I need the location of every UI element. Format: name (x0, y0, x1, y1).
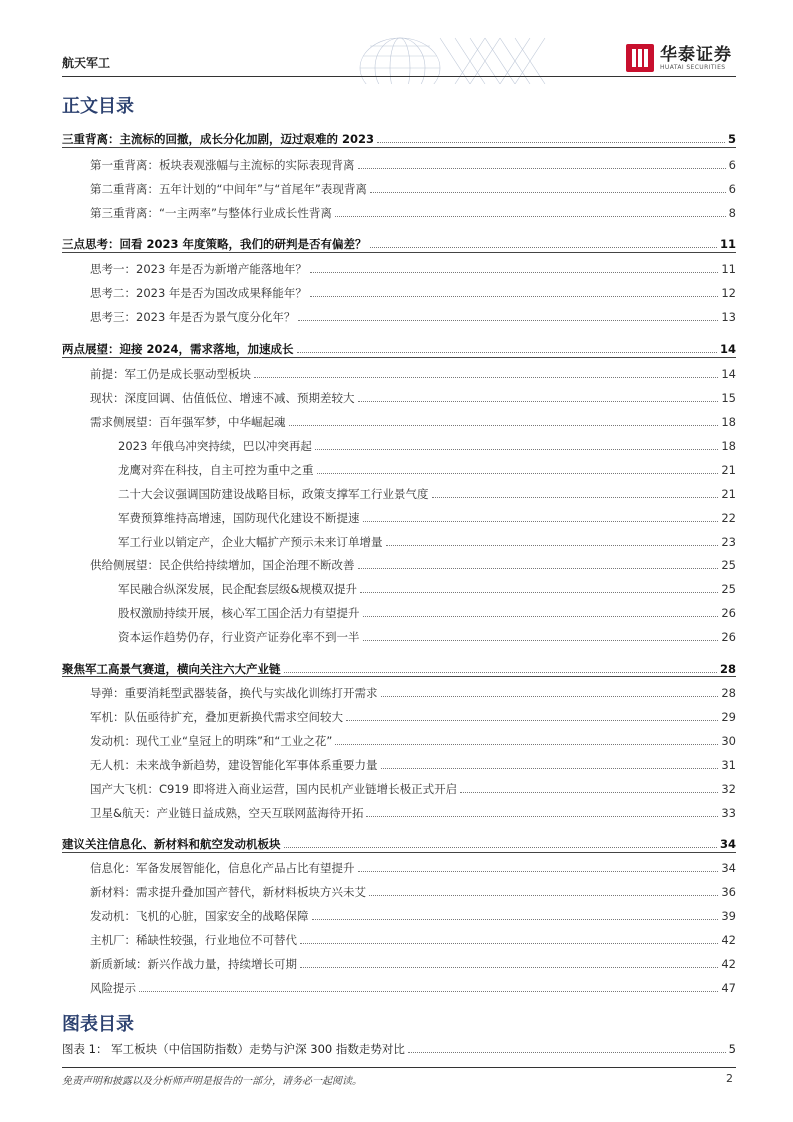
toc-entry-level2[interactable] (90, 709, 736, 725)
header-sector-label: 航天军工 (62, 56, 111, 70)
toc-leader-dots (297, 352, 717, 353)
toc-page-number: 8 (728, 206, 736, 220)
toc-entry-level2[interactable] (90, 414, 736, 430)
toc-entry-text: 军工行业以销定产，企业大幅扩产预示未来订单增量 (118, 535, 383, 549)
toc-entry-text: 供给侧展望：民企供给持续增加，国企治理不断改善 (90, 558, 355, 572)
toc-entry-level3[interactable] (118, 581, 736, 597)
toc-leader-dots (317, 473, 719, 474)
toc-leader-dots (358, 401, 719, 402)
toc-entry-level1[interactable] (62, 236, 736, 252)
toc-leader-dots (335, 216, 726, 217)
toc-page-number: 25 (721, 582, 736, 596)
huatai-logo (626, 44, 732, 72)
toc-leader-dots (312, 919, 719, 920)
toc-leader-dots (335, 744, 718, 745)
footer-disclaimer: 免责声明和披露以及分析师声明是报告的一部分，请务必一起阅读。 (62, 1076, 362, 1087)
toc-leader-dots (363, 616, 719, 617)
toc-page-number: 6 (728, 182, 736, 196)
toc-entry-level3[interactable] (118, 605, 736, 621)
toc-page-number: 26 (721, 606, 736, 620)
toc-entry-text: 新材料：需求提升叠加国产替代，新材料板块方兴未艾 (90, 885, 366, 899)
figure-page-number: 5 (728, 1042, 736, 1056)
toc-page-number: 21 (721, 487, 736, 501)
toc-page-number: 42 (721, 957, 736, 971)
toc-page-number: 21 (721, 463, 736, 477)
huatai-logo-icon (626, 44, 654, 72)
toc-entry-text: 国产大飞机：C919 即将进入商业运营，国内民机产业链增长极正式开启 (90, 782, 458, 796)
toc-entry-text: 现状：深度回调、估值低位、增速不减、预期差较大 (90, 391, 355, 405)
toc-entry-level2[interactable] (90, 205, 736, 221)
toc-entry-level3[interactable] (118, 510, 736, 526)
toc-entry-level2[interactable] (90, 390, 736, 406)
section-divider (62, 357, 736, 358)
toc-entry-text: 军机：队伍亟待扩充，叠加更新换代需求空间较大 (90, 710, 343, 724)
section-divider (62, 147, 736, 148)
toc-entry-level3[interactable] (118, 486, 736, 502)
toc-entry-text: 导弹：重要消耗型武器装备，换代与实战化训练打开需求 (90, 686, 378, 700)
toc-page-number: 23 (721, 535, 736, 549)
logo-english-name: HUATAI SECURITIES (660, 63, 726, 71)
toc-entry-level2[interactable] (90, 908, 736, 924)
toc-title: 正文目录 (62, 96, 134, 117)
toc-leader-dots (139, 991, 718, 992)
toc-entry-text: 卫星&航天：产业链日益成熟，空天互联网蓝海待开拓 (90, 806, 364, 820)
toc-leader-dots (363, 640, 719, 641)
toc-page-number: 36 (721, 885, 736, 899)
toc-entry-text: 2023 年俄乌冲突持续，巴以冲突再起 (118, 439, 312, 453)
toc-entry-level2[interactable] (90, 557, 736, 573)
section-divider (62, 852, 736, 853)
toc-entry-text: 前提：军工仍是成长驱动型板块 (90, 367, 251, 381)
toc-page-number: 6 (728, 158, 736, 172)
toc-leader-dots (358, 871, 719, 872)
logo-chinese-name: 华泰证券 (660, 44, 732, 65)
toc-page-number: 13 (721, 310, 736, 324)
toc-leader-dots (310, 272, 718, 273)
toc-leader-dots (298, 320, 718, 321)
figure-entry[interactable] (62, 1041, 736, 1057)
toc-entry-level3[interactable] (118, 629, 736, 645)
toc-entry-level2[interactable] (90, 733, 736, 749)
toc-entry-text: 军费预算维持高增速，国防现代化建设不断提速 (118, 511, 360, 525)
toc-entry-level2[interactable] (90, 884, 736, 900)
toc-leader-dots (363, 521, 719, 522)
toc-entry-text: 第一重背离：板块表观涨幅与主流标的实际表现背离 (90, 158, 355, 172)
toc-leader-dots (358, 168, 726, 169)
toc-entry-level3[interactable] (118, 534, 736, 550)
toc-entry-level1[interactable] (62, 836, 736, 852)
toc-leader-dots (284, 672, 717, 673)
toc-page-number: 34 (719, 837, 736, 851)
toc-entry-text: 发动机：现代工业“皇冠上的明珠”和“工业之花” (90, 734, 333, 748)
toc-page-number: 26 (721, 630, 736, 644)
toc-entry-level2[interactable] (90, 285, 736, 301)
toc-leader-dots (369, 895, 718, 896)
figure-leader-dots (408, 1052, 726, 1053)
toc-page-number: 31 (721, 758, 736, 772)
toc-page-number: 5 (727, 132, 736, 146)
toc-page-number: 11 (719, 237, 736, 251)
toc-page-number: 14 (719, 342, 736, 356)
toc-entry-text: 建议关注信息化、新材料和航空发动机板块 (62, 837, 281, 851)
toc-leader-dots (432, 497, 719, 498)
toc-page-number: 33 (721, 806, 736, 820)
toc-entry-text: 需求侧展望：百年强军梦，中华崛起魂 (90, 415, 286, 429)
toc-entry-text: 资本运作趋势仍存，行业资产证券化率不到一半 (118, 630, 360, 644)
toc-leader-dots (381, 696, 719, 697)
toc-entry-text: 信息化：军备发展智能化，信息化产品占比有望提升 (90, 861, 355, 875)
toc-leader-dots (315, 449, 718, 450)
toc-entry-text: 两点展望：迎接 2024，需求落地，加速成长 (62, 342, 294, 356)
toc-entry-text: 三重背离：主流标的回撤，成长分化加剧，迈过艰难的 2023 (62, 132, 375, 146)
toc-page-number: 42 (721, 933, 736, 947)
toc-entry-text: 风险提示 (90, 981, 136, 995)
page-number: 2 (726, 1072, 733, 1085)
toc-page-number: 22 (721, 511, 736, 525)
toc-page-number: 32 (721, 782, 736, 796)
figure-list-title: 图表目录 (62, 1014, 134, 1035)
toc-entry-text: 无人机：未来战争新趋势，建设智能化军事体系重要力量 (90, 758, 378, 772)
toc-page-number: 47 (721, 981, 736, 995)
header-divider (62, 76, 736, 77)
toc-entry-text: 思考二：2023 年是否为国改成果释能年？ (90, 286, 307, 300)
toc-leader-dots (284, 847, 717, 848)
toc-entry-level2[interactable] (90, 309, 736, 325)
toc-entry-level2[interactable] (90, 860, 736, 876)
toc-leader-dots (370, 247, 717, 248)
toc-entry-level1[interactable] (62, 661, 736, 677)
toc-leader-dots (366, 816, 718, 817)
section-divider (62, 252, 736, 253)
toc-page-number: 18 (721, 439, 736, 453)
toc-page-number: 28 (721, 686, 736, 700)
toc-leader-dots (289, 425, 719, 426)
toc-entry-level2[interactable] (90, 980, 736, 996)
toc-page-number: 11 (721, 262, 736, 276)
toc-entry-level2[interactable] (90, 181, 736, 197)
toc-entry-level3[interactable] (118, 438, 736, 454)
toc-entry-text: 思考三：2023 年是否为景气度分化年？ (90, 310, 296, 324)
toc-entry-text: 新质新域：新兴作战力量，持续增长可期 (90, 957, 297, 971)
toc-entry-text: 三点思考：回看 2023 年度策略，我们的研判是否有偏差？ (62, 237, 367, 251)
toc-entry-text: 发动机：飞机的心脏，国家安全的战略保障 (90, 909, 309, 923)
toc-leader-dots (300, 967, 718, 968)
toc-leader-dots (310, 296, 718, 297)
toc-leader-dots (346, 720, 718, 721)
toc-leader-dots (300, 943, 718, 944)
toc-page-number: 28 (719, 662, 736, 676)
toc-page-number: 25 (721, 558, 736, 572)
toc-entry-level1[interactable] (62, 341, 736, 357)
toc-entry-text: 聚焦军工高景气赛道，横向关注六大产业链 (62, 662, 281, 676)
toc-page-number: 39 (721, 909, 736, 923)
toc-page-number: 30 (721, 734, 736, 748)
toc-entry-level3[interactable] (118, 462, 736, 478)
toc-page-number: 12 (721, 286, 736, 300)
toc-entry-text: 股权激励持续开展，核心军工国企活力有望提升 (118, 606, 360, 620)
toc-leader-dots (381, 768, 719, 769)
toc-entry-text: 军民融合纵深发展，民企配套层级&规模双提升 (118, 582, 357, 596)
toc-entry-level2[interactable] (90, 932, 736, 948)
toc-leader-dots (370, 192, 726, 193)
toc-entry-level2[interactable] (90, 685, 736, 701)
toc-entry-level2[interactable] (90, 757, 736, 773)
toc-entry-text: 第三重背离：“一主两率”与整体行业成长性背离 (90, 206, 332, 220)
toc-page-number: 34 (721, 861, 736, 875)
toc-entry-text: 第二重背离：五年计划的“中间年”与“首尾年”表现背离 (90, 182, 367, 196)
section-divider (62, 676, 736, 677)
toc-entry-level2[interactable] (90, 781, 736, 797)
footer-divider (62, 1067, 736, 1068)
toc-page-number: 18 (721, 415, 736, 429)
toc-entry-level1[interactable] (62, 131, 736, 147)
toc-entry-level2[interactable] (90, 366, 736, 382)
toc-leader-dots (377, 142, 725, 143)
toc-entry-level2[interactable] (90, 261, 736, 277)
toc-leader-dots (460, 792, 718, 793)
toc-entry-text: 主机厂：稀缺性较强，行业地位不可替代 (90, 933, 297, 947)
toc-entry-text: 思考一：2023 年是否为新增产能落地年？ (90, 262, 307, 276)
toc-entry-text: 龙鹰对弈在科技，自主可控为重中之重 (118, 463, 314, 477)
toc-page-number: 29 (721, 710, 736, 724)
toc-page-number: 15 (721, 391, 736, 405)
toc-entry-text: 二十大会议强调国防建设战略目标，政策支撑军工行业景气度 (118, 487, 429, 501)
toc-leader-dots (358, 568, 719, 569)
toc-leader-dots (360, 592, 718, 593)
toc-entry-level2[interactable] (90, 805, 736, 821)
toc-leader-dots (254, 377, 718, 378)
toc-entry-level2[interactable] (90, 956, 736, 972)
toc-entry-level2[interactable] (90, 157, 736, 173)
toc-page-number: 14 (721, 367, 736, 381)
toc-leader-dots (386, 545, 719, 546)
figure-entry-text: 图表 1： 军工板块（中信国防指数）走势与沪深 300 指数走势对比 (62, 1042, 405, 1056)
